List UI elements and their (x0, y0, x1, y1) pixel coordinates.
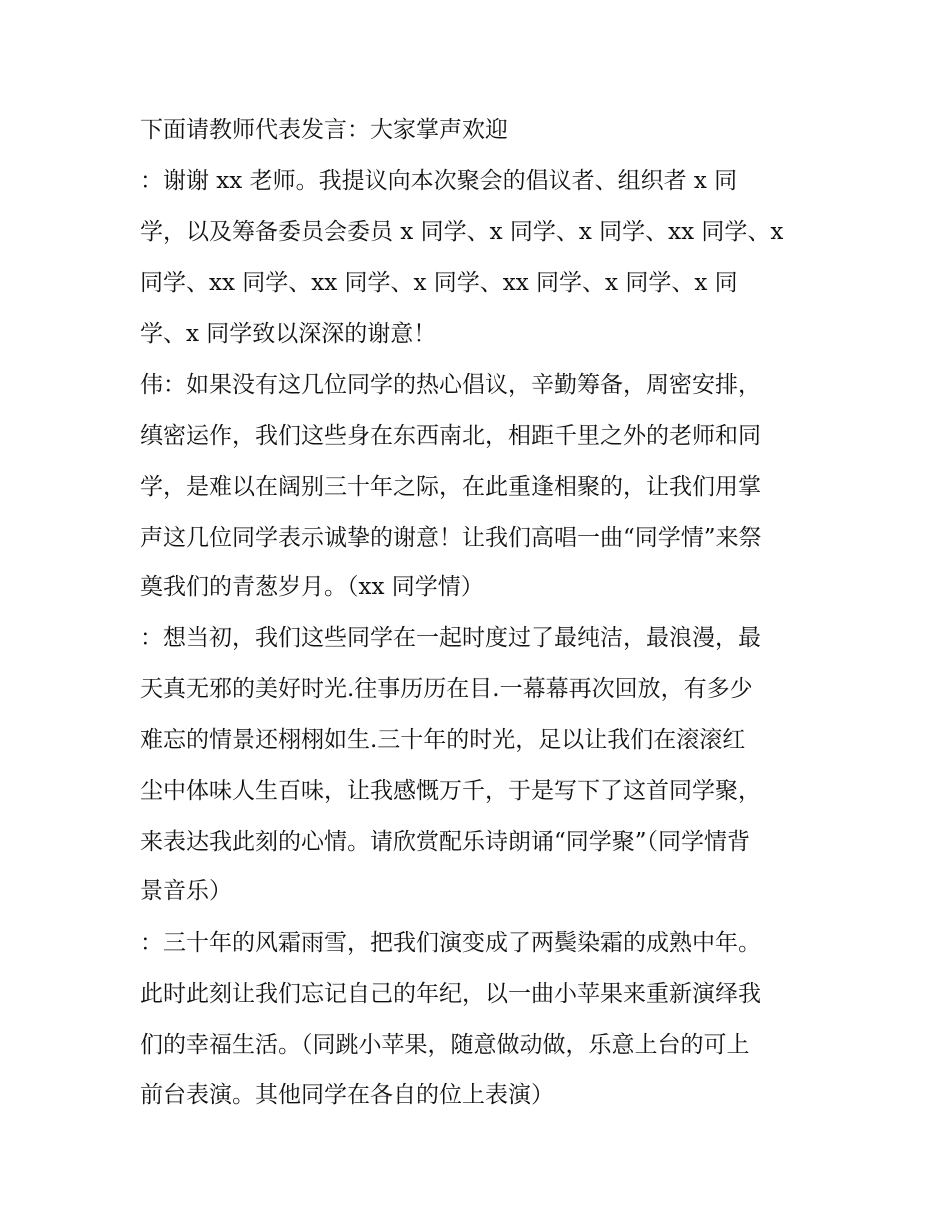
text-line: 尘中体味人生百味，让我感慨万千，于是写下了这首同学聚， (140, 778, 761, 804)
text-line: 学，是难以在阔别三十年之际，在此重逢相聚的，让我们用掌 (140, 474, 761, 500)
text-line: 前台表演。其他同学在各自的位上表演） (140, 1082, 554, 1108)
text-line: 们的幸福生活。（同跳小苹果，随意做动做，乐意上台的可上 (140, 1032, 750, 1058)
text-line: 天真无邪的美好时光.往事历历在目.一幕幕再次回放，有多少 (140, 676, 753, 702)
text-line: 景音乐） (140, 878, 232, 904)
text-line: 缜密运作，我们这些身在东西南北，相距千里之外的老师和同 (140, 423, 761, 449)
text-line: ：谢谢 xx 老师。我提议向本次聚会的倡议者、组织者 x 同 (140, 168, 738, 194)
text-line: 下面请教师代表发言：大家掌声欢迎 (140, 117, 508, 143)
text-line: 学，以及筹备委员会委员 x 同学、x 同学、x 同学、xx 同学、x (140, 219, 784, 245)
text-line: 声这几位同学表示诚挚的谢意！让我们高唱一曲“同学情”来祭 (140, 525, 762, 551)
text-line: 同学、xx 同学、xx 同学、x 同学、xx 同学、x 同学、x 同 (140, 270, 738, 296)
text-line: ：三十年的风霜雨雪，把我们演变成了两鬓染霜的成熟中年。 (140, 930, 761, 956)
text-line: 此时此刻让我们忘记自己的年纪，以一曲小苹果来重新演绎我 (140, 981, 761, 1007)
text-line: 来表达我此刻的心情。请欣赏配乐诗朗诵“同学聚”（同学情背 (140, 829, 751, 855)
text-line: 伟：如果没有这几位同学的热心倡议，辛勤筹备，周密安排， (140, 372, 761, 398)
text-line: 学、x 同学致以深深的谢意！ (140, 321, 437, 347)
text-line: 奠我们的青葱岁月。（xx 同学情） (140, 574, 484, 600)
text-line: ：想当初，我们这些同学在一起时度过了最纯洁，最浪漫，最 (140, 625, 761, 651)
text-line: 难忘的情景还栩栩如生.三十年的时光，足以让我们在滚滚红 (140, 727, 746, 753)
